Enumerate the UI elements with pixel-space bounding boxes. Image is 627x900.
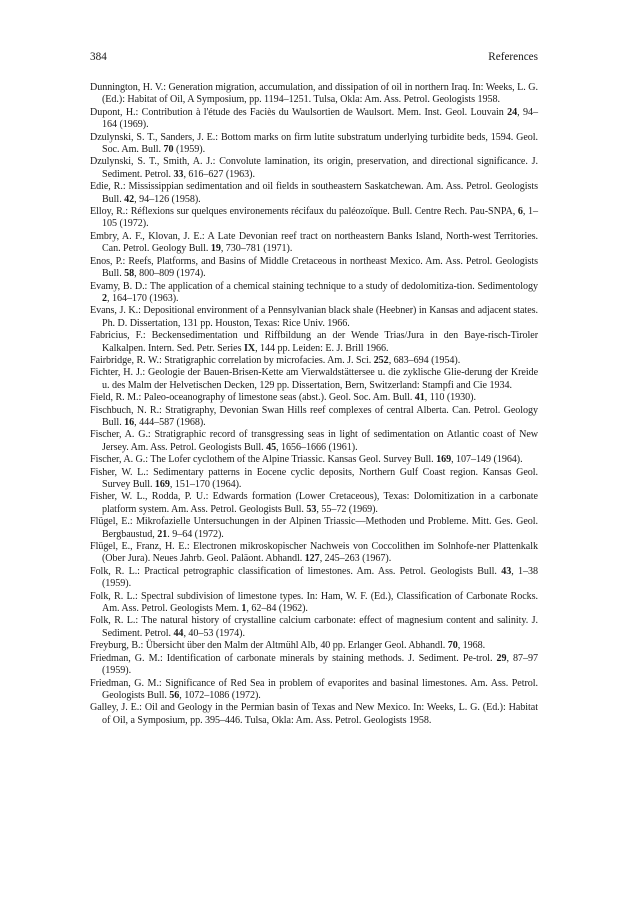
reference-text: Fichter, H. J.: Geologie der Bauen-Brisen-Kette am Vierwaldstättersee u. die zyklische Glie-derung der Kreide u. des Malm der Helvetischen Decken, 129 pp. Dissertation, Bern, Switzerland: Stampfi and Cie 1934.: [90, 367, 538, 391]
reference-text: Dunnington, H. V.: Generation migration, accumulation, and dissipation of oil in northern Iraq. In: Weeks, L. G. (Ed.): Habitat of Oil, A Symposium, pp. 1194–1251. Tulsa, Okla: Am. Ass. Petrol. Geologists 1958.: [90, 82, 538, 106]
reference-volume: 127: [304, 553, 320, 565]
reference-volume: 2: [102, 292, 107, 304]
reference-text: Folk, R. L.: Practical petrographic classification of limestones. Am. Ass. Petrol. Geologists Bull.: [90, 565, 502, 577]
reference-entry: [90, 702, 538, 727]
reference-text: Dzulynski, S. T., Sanders, J. E.: Bottom marks on firm lutite substratum underlying turbidite beds, 1594. Geol. Soc. Am. Bull.: [90, 131, 538, 156]
reference-entry: [90, 367, 538, 392]
reference-entry: [90, 206, 538, 231]
reference-text: Evans, J. K.: Depositional environment of a Pennsylvanian black shale (Heebner) in Kansas and adjacent states. Ph. D. Dissertation, 131 pp. Houston, Texas: Rice Univ. 1966.: [90, 305, 538, 329]
reference-text-tail: , 110 (1930).: [424, 392, 476, 404]
reference-volume: 41: [414, 392, 425, 404]
reference-entry: [90, 281, 538, 306]
reference-volume: 44: [173, 627, 184, 639]
reference-text: Elloy, R.: Réflexions sur quelques environements récifaux du paléozoïque. Bull. Centre Rech. Pau-SNPA,: [90, 206, 518, 218]
reference-text: Friedman, G. M.: Identification of carbonate minerals by staining methods. J. Sediment. Pe-trol.: [90, 652, 497, 664]
reference-entry: [90, 392, 538, 404]
reference-volume: 53: [306, 503, 317, 515]
reference-entry: [90, 541, 538, 566]
reference-text-tail: , 144 pp. Leiden: E. J. Brill 1966.: [255, 342, 389, 354]
reference-text-tail: , 1–38 (1959).: [102, 565, 538, 590]
reference-text-tail: , 444–587 (1968).: [134, 416, 206, 428]
reference-text-tail: . 9–64 (1972).: [167, 528, 224, 540]
reference-volume: 21: [157, 528, 168, 540]
reference-text: Freyburg, B.: Übersicht über den Malm der Altmühl Alb, 40 pp. Erlanger Geol. Abhandl.: [90, 640, 448, 652]
reference-text-tail: (1959).: [173, 144, 206, 156]
reference-text: Folk, R. L.: The natural history of crystalline calcium carbonate: effect of magnesium content and salinity. J. Sediment. Petrol.: [90, 615, 538, 639]
reference-text: Folk, R. L.: Spectral subdivision of limestone types. In: Ham, W. F. (Ed.), Classification of Carbonate Rocks. Am. Ass. Petrol. Geologists Mem.: [90, 590, 538, 615]
reference-entry: [90, 491, 538, 516]
reference-volume: 252: [373, 354, 389, 366]
reference-entry: [90, 156, 538, 181]
reference-text: Fairbridge, R. W.: Stratigraphic correlation by microfacies. Am. J. Sci.: [90, 354, 374, 366]
reference-volume: 45: [266, 441, 277, 453]
reference-text: Flügel, E., Franz, H. E.: Electronen mikroskopischer Nachweis von Coccolithen im Solnhofe-ner Plattenkalk (Ober Jura). Neues Jahrb. Geol. Paläont. Abhandl.: [90, 541, 538, 565]
reference-text: Fabricius, F.: Beckensedimentation und Riffbildung an der Wende Trias/Jura in den Baye-risch-Tiroler Kalkalpen. Intern. Sed. Petr. Series: [90, 330, 538, 354]
reference-text: Evamy, B. D.: The application of a chemical staining technique to a study of dedolomitiza-tion. Sedimentology: [90, 280, 538, 292]
reference-volume: 16: [124, 416, 135, 428]
reference-entry: [90, 640, 538, 652]
reference-text: Dzulynski, S. T., Smith, A. J.: Convolute lamination, its origin, preservation, and directional significance. J. Sediment. Petrol.: [90, 156, 538, 180]
reference-volume: 6: [517, 206, 523, 218]
reference-text-tail: , 94–126 (1958).: [134, 193, 201, 205]
reference-volume: IX: [243, 342, 256, 354]
reference-list: [90, 82, 538, 727]
reference-text: Edie, R.: Mississippian sedimentation and oil fields in southeastern Saskatchewan. Am. Ass. Petrol. Geologists Bull.: [90, 181, 538, 205]
reference-volume: 42: [124, 193, 135, 205]
reference-text-tail: , 40–53 (1974).: [183, 627, 245, 639]
page-header: [90, 51, 538, 64]
reference-text: Flügel, E.: Mikrofazielle Untersuchungen in der Alpinen Triassic—Methoden und Probleme. Mitt. Ges. Geol. Bergbaustud,: [90, 516, 538, 540]
reference-volume: 19: [210, 243, 221, 255]
reference-text-tail: , 151–170 (1964).: [169, 479, 242, 490]
reference-entry: [90, 231, 538, 256]
reference-text-tail: , 730–781 (1971).: [220, 243, 293, 255]
reference-volume: 70: [163, 144, 174, 156]
reference-text: Fisher, W. L., Rodda, P. U.: Edwards formation (Lower Cretaceous), Texas: Dolomitization in a carbonate platform system. Am. Ass. Petrol. Geologists Bull.: [90, 491, 538, 515]
reference-text: Field, R. M.: Paleo-oceanography of limestone seas (abst.). Geol. Soc. Am. Bull.: [90, 392, 415, 404]
reference-text-tail: , 62–84 (1962).: [246, 603, 308, 615]
reference-text: Fischer, A. G.: The Lofer cyclothem of the Alpine Triassic. Kansas Geol. Survey Bull.: [90, 454, 437, 466]
reference-volume: 43: [501, 565, 512, 577]
reference-text: Embry, A. F., Klovan, J. E.: A Late Devonian reef tract on northeastern Banks Island, North-west Territories. Can. Petrol. Geology Bull.: [90, 230, 538, 255]
reference-text-tail: , 245–263 (1967).: [319, 553, 392, 565]
reference-text: Enos, P.: Reefs, Platforms, and Basins of Middle Cretaceous in northeast Mexico. Am. Ass. Petrol. Geologists Bull.: [90, 255, 538, 280]
reference-volume: 1: [241, 603, 247, 615]
reference-text-tail: , 1656–1666 (1961).: [276, 441, 358, 453]
reference-text-tail: , 1072–1086 (1972).: [179, 689, 261, 701]
reference-volume: 29: [496, 652, 507, 664]
reference-entry: [90, 405, 538, 430]
reference-entry: [90, 330, 538, 355]
reference-entry: [90, 591, 538, 616]
reference-entry: [90, 678, 538, 703]
reference-entry: [90, 82, 538, 107]
reference-entry: [90, 516, 538, 541]
reference-entry: [90, 181, 538, 206]
reference-text-tail: , 616–627 (1963).: [183, 168, 255, 180]
reference-text-tail: , 94–164 (1969).: [102, 106, 538, 131]
reference-text: Fisher, W. L.: Sedimentary patterns in Eocene cyclic deposits, Northern Gulf Coast region. Kansas Geol. Survey Bull.: [90, 466, 538, 490]
reference-text-tail: , 683–694 (1954).: [388, 354, 461, 366]
reference-entry: [90, 454, 538, 466]
reference-text-tail: , 800–809 (1974).: [134, 268, 206, 280]
reference-entry: [90, 615, 538, 640]
reference-volume: 58: [124, 268, 135, 280]
reference-text-tail: , 55–72 (1969).: [316, 503, 378, 515]
reference-text: Friedman, G. M.: Significance of Red Sea in problem of evaporites and basinal limestones. Am. Ass. Petrol. Geologists Bull.: [90, 677, 538, 701]
reference-text: Fischer, A. G.: Stratigraphic record of transgressing seas in light of sedimentation on Atlantic coast of New Jersey. Am. Ass. Petrol. Geologists Bull.: [90, 429, 538, 453]
reference-entry: [90, 107, 538, 132]
page-number: 384: [90, 51, 107, 63]
reference-text-tail: , 1968.: [457, 640, 486, 652]
reference-volume: 33: [173, 168, 184, 180]
reference-entry: [90, 653, 538, 678]
reference-text: Galley, J. E.: Oil and Geology in the Permian basin of Texas and New Mexico. In: Weeks, L. G. (Ed.): Habitat of Oil, a Symposium, pp. 395–446. Tulsa, Okla: Am. Ass. Petrol. Geologists 1958.: [90, 702, 538, 726]
reference-volume: 70: [447, 640, 458, 652]
reference-volume: 24: [507, 106, 518, 118]
reference-volume: 56: [169, 689, 180, 701]
running-title: References: [488, 51, 538, 63]
reference-text: Fischbuch, N. R.: Stratigraphy, Devonian Swan Hills reef complexes of central Alberta. Can. Petrol. Geology Bull.: [90, 404, 538, 428]
reference-volume: 169: [154, 479, 170, 490]
reference-entry: [90, 566, 538, 591]
reference-entry: [90, 305, 538, 330]
reference-volume: 169: [436, 454, 452, 466]
reference-text-tail: , 164–170 (1963).: [107, 292, 179, 304]
reference-text-tail: , 107–149 (1964).: [451, 454, 523, 466]
reference-entry: [90, 256, 538, 281]
reference-entry: [90, 355, 538, 367]
reference-text-tail: , 87–97 (1959).: [102, 652, 538, 677]
reference-text: Dupont, H.: Contribution à l'étude des Faciès du Waulsortien de Waulsort. Mem. Inst. Geol. Louvain: [90, 106, 508, 118]
reference-entry: [90, 429, 538, 454]
reference-entry: [90, 132, 538, 157]
reference-text-tail: , 1–105 (1972).: [102, 206, 538, 230]
reference-entry: [90, 467, 538, 492]
